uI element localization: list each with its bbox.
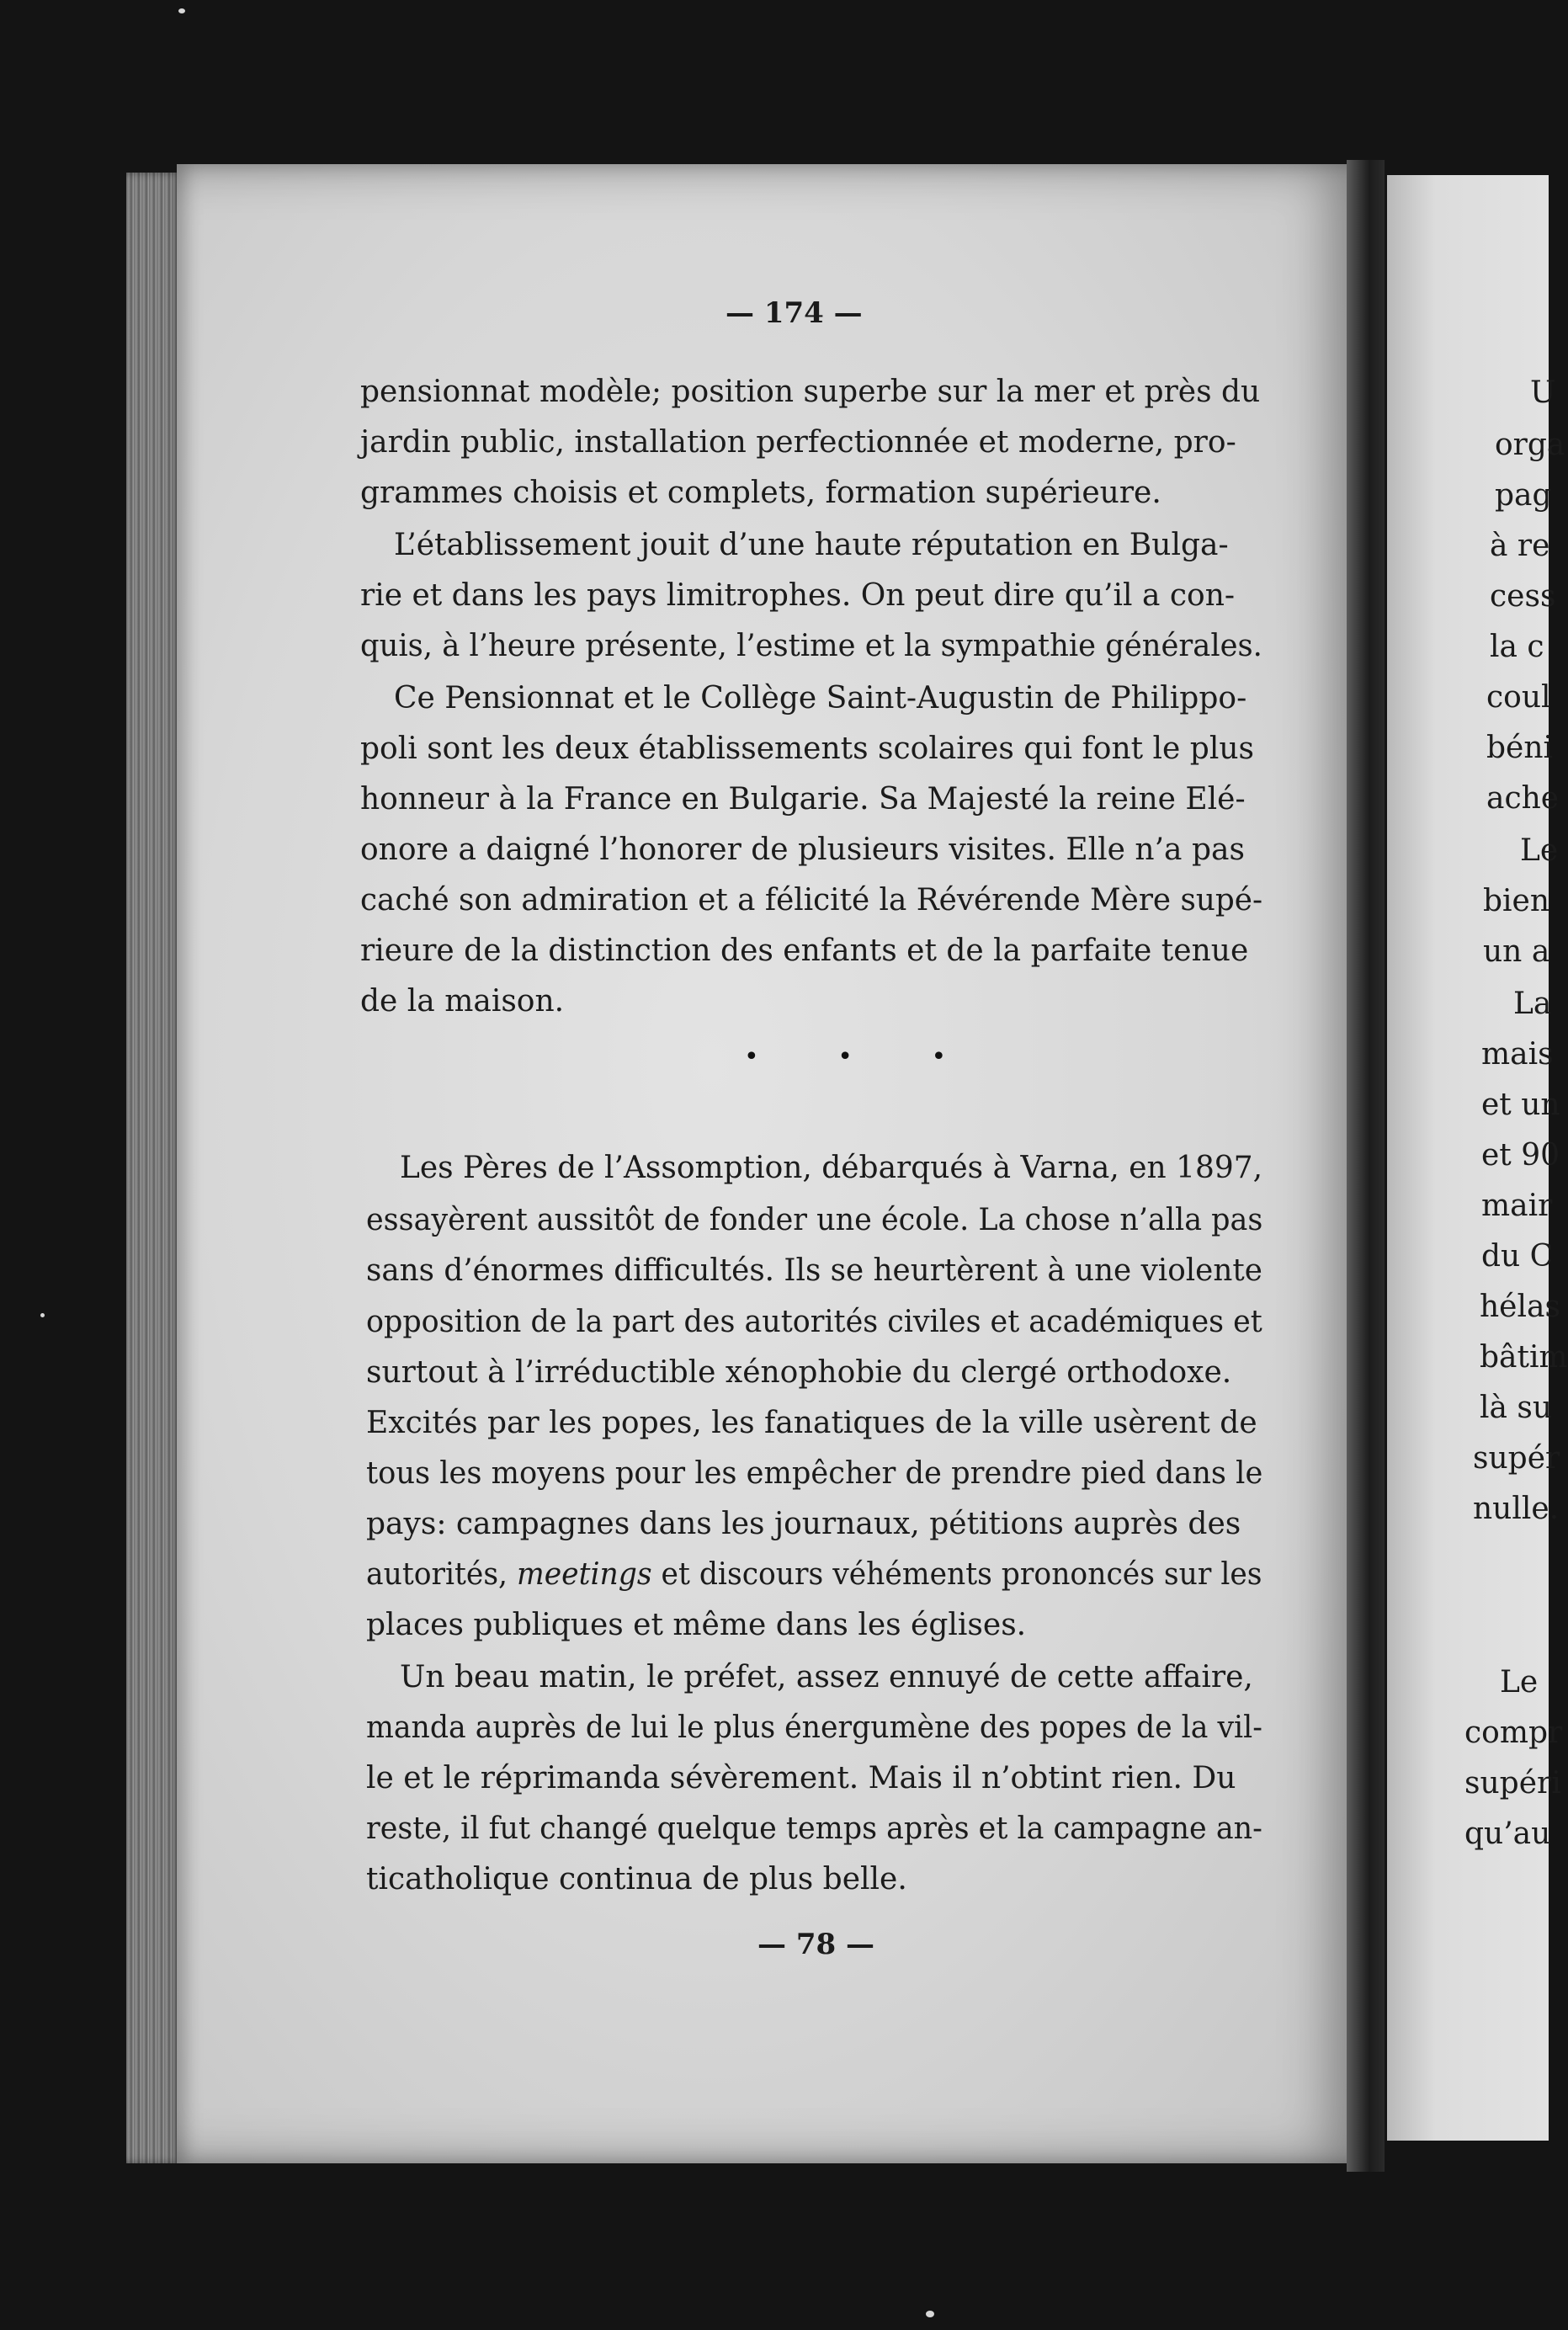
text-line: honneur à la France en Bulgarie. Sa Majesté la reine Elé- bbox=[360, 782, 1246, 817]
text-line: places publiques et même dans les églises. bbox=[366, 1608, 1027, 1642]
fragment: nulle. bbox=[1473, 1492, 1560, 1526]
text-line: pensionnat modèle; position superbe sur la mer et près du bbox=[360, 375, 1261, 409]
fragment: béni bbox=[1486, 731, 1554, 765]
book-gutter bbox=[1347, 160, 1385, 2172]
fragment: et un bbox=[1481, 1088, 1560, 1122]
text-line: caché son admiration et a félicité la Révérende Mère supé- bbox=[360, 883, 1263, 918]
text-line: reste, il fut changé quelque temps après et la campagne an- bbox=[366, 1811, 1262, 1846]
text-line: ticatholique continua de plus belle. bbox=[366, 1862, 907, 1896]
text-line: grammes choisis et complets, formation supérieure. bbox=[360, 476, 1161, 510]
fragment: bâtim bbox=[1480, 1340, 1568, 1375]
text-line: rie et dans les pays limitrophes. On peut dire qu’il a con- bbox=[360, 578, 1236, 613]
fragment: à re bbox=[1490, 529, 1550, 563]
fragment: U bbox=[1530, 375, 1556, 410]
text-line: pays: campagnes dans les journaux, pétitions auprès des bbox=[366, 1507, 1241, 1541]
text-line: Excités par les popes, les fanatiques de la ville usèrent de bbox=[366, 1406, 1257, 1440]
fragment: du C bbox=[1481, 1239, 1554, 1274]
fragment: ache bbox=[1486, 781, 1560, 816]
fragment: supér bbox=[1473, 1441, 1560, 1476]
fragment: compr bbox=[1464, 1716, 1563, 1750]
fragment: supéri bbox=[1464, 1766, 1561, 1801]
fragment: Le bbox=[1520, 833, 1559, 868]
fragment: et 90 bbox=[1481, 1138, 1560, 1173]
text-line: L’établissement jouit d’une haute réputation en Bulga- bbox=[394, 528, 1229, 562]
fragment: La bbox=[1513, 987, 1552, 1021]
fragment: là su bbox=[1480, 1391, 1553, 1425]
text-run: et discours véhéments prononcés sur les bbox=[651, 1557, 1262, 1592]
fragment: cess bbox=[1490, 579, 1556, 614]
fragment: orga bbox=[1495, 428, 1565, 462]
text-line: le et le réprimanda sévèrement. Mais il n’obtint rien. Du bbox=[366, 1761, 1236, 1795]
text-run: autorités, bbox=[366, 1557, 518, 1592]
fragment: un a bbox=[1483, 934, 1550, 969]
page-stack-edge bbox=[126, 173, 182, 2163]
fragment: coul bbox=[1486, 680, 1551, 715]
fragment: mais bbox=[1481, 1037, 1554, 1072]
text-line: poli sont les deux établissements scolaires qui font le plus bbox=[360, 731, 1255, 766]
text-line: jardin public, installation perfectionnée et moderne, pro- bbox=[360, 425, 1236, 460]
text-line: essayèrent aussitôt de fonder une école. La chose n’alla pas bbox=[366, 1203, 1263, 1237]
text-line: Les Pères de l’Assomption, débarqués à Varna, en 1897, bbox=[400, 1151, 1263, 1185]
text-line: de la maison. bbox=[360, 984, 565, 1019]
section-separator: • • • bbox=[744, 1042, 982, 1072]
fragment: hélas bbox=[1480, 1290, 1560, 1324]
fragment: bien bbox=[1483, 884, 1550, 918]
scan-speck bbox=[926, 2311, 934, 2317]
text-line: surtout à l’irréductible xénophobie du clergé orthodoxe. bbox=[366, 1355, 1232, 1390]
page-header: — 174 — bbox=[726, 296, 863, 330]
page-footer: — 78 — bbox=[757, 1928, 874, 1961]
scan-speck bbox=[40, 1313, 45, 1317]
text-line: Ce Pensionnat et le Collège Saint-Augustin de Philippo- bbox=[394, 681, 1247, 715]
text-line: tous les moyens pour les empêcher de prendre pied dans le bbox=[366, 1456, 1263, 1491]
scan-speck bbox=[178, 8, 185, 13]
text-line: quis, à l’heure présente, l’estime et la sympathie générales. bbox=[360, 629, 1262, 663]
fragment: pag bbox=[1495, 478, 1552, 513]
fragment: Le bbox=[1500, 1665, 1539, 1700]
text-line: onore a daigné l’honorer de plusieurs visites. Elle n’a pas bbox=[360, 833, 1245, 867]
fragment: qu’au bbox=[1464, 1817, 1551, 1851]
fragment: la c bbox=[1490, 630, 1544, 664]
text-line: manda auprès de lui le plus énergumène des popes de la vil- bbox=[366, 1710, 1262, 1745]
fragment: mair bbox=[1481, 1189, 1553, 1223]
text-line-meetings bbox=[366, 1557, 1262, 1592]
text-line: Un beau matin, le préfet, assez ennuyé de cette affaire, bbox=[400, 1660, 1253, 1694]
italic-term: meetings bbox=[517, 1557, 652, 1592]
text-line: sans d’énormes difficultés. Ils se heurtèrent à une violente bbox=[366, 1253, 1262, 1288]
text-line: rieure de la distinction des enfants et de la parfaite tenue bbox=[360, 934, 1249, 968]
text-line: opposition de la part des autorités civiles et académiques et bbox=[366, 1305, 1262, 1339]
